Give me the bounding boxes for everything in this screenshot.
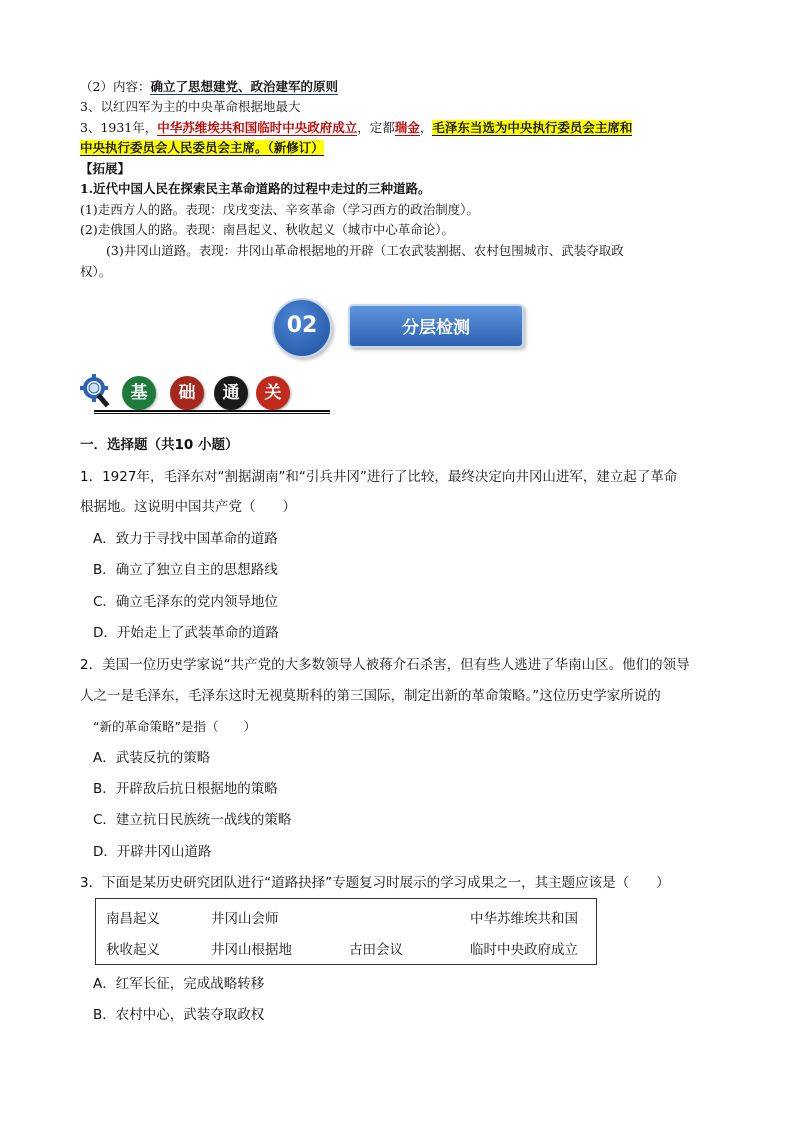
question-1-line-2: 根据地。这说明中国共产党（ ） [80,499,296,515]
item3b-red-text: 中华苏维埃共和国临时中央政府成立 [157,120,358,135]
content-item-3b-cont [80,140,324,156]
extend-title: 1.近代中国人民在探索民主革命道路的过程中走过的三种道路。 [80,181,431,196]
content-item-3a: 3、以红四军为主的中央革命根据地最大 [80,99,301,114]
extend-label: 【拓展】 [80,161,131,176]
question-2-option-a[interactable]: A．武装反抗的策略 [93,750,211,766]
item2-value: 确立了思想建党、政治建军的原则 [150,79,338,94]
path-2: (2)走俄国人的路。表现：南昌起义、秋收起义（城市中心革命论）。 [80,222,454,237]
question-2-option-d[interactable]: D．开辟井冈山道路 [93,844,212,860]
question-2-line-3: “新的革命策略”是指（ ） [93,719,256,734]
item3b-highlight-1: 毛泽东当选为中央执行委员会主席和 [432,120,633,135]
gear-magnifier-icon [80,374,116,410]
question-2-line-2: 人之一是毛泽东，毛泽东这时无视莫斯科的第三国际，制定出新的革命策略。”这位历史学家所说的 [80,688,661,704]
question-3-line-1: 3．下面是某历史研究团队进行“道路抉择”专题复习时展示的学习成果之一，其主题应该是（ ） [80,875,670,891]
question-1-line-1: 1．1927年，毛泽东对“割据湖南”和“引兵井冈”进行了比较，最终决定向井冈山进军，建立起了革命 [80,469,678,485]
badge-underline [94,410,330,412]
table-cell-r1c4: 中华苏维埃共和国 [470,911,578,927]
section-banner [272,298,524,356]
path-1: (1)走西方人的路。表现：戊戌变法、辛亥革命（学习西方的政治制度）。 [80,202,479,217]
badge-underline-thin [94,413,330,414]
table-cell-r1c2: 井冈山会师 [211,911,279,927]
question-1-option-a[interactable]: A．致力于寻找中国革命的道路 [93,531,278,547]
section-title: 一．选择题（共10 小题） [80,437,239,453]
level-badge [80,372,332,416]
question-3-option-a[interactable]: A．红军长征，完成战略转移 [93,976,265,992]
path-3-cont: 权）。 [80,264,112,279]
item2-prefix: （2）内容： [80,79,151,94]
banner-number: 02 [286,313,318,338]
item3b-capital: 瑞金 [394,120,420,135]
badge-char-4: 关 [256,376,290,410]
item3b-comma: ， [419,120,433,135]
content-item-2 [80,79,338,95]
table-cell-r2c2: 井冈山根据地 [211,942,292,958]
question-3-table [95,898,597,965]
badge-char-3: 通 [214,376,248,410]
question-1-option-b[interactable]: B．确立了独立自主的思想路线 [93,562,278,578]
question-2-option-b[interactable]: B．开辟敌后抗日根据地的策略 [93,781,278,797]
question-1-option-c[interactable]: C．确立毛泽东的党内领导地位 [93,594,278,610]
table-cell-r1c1: 南昌起义 [106,911,160,927]
badge-char-2: 础 [170,376,204,410]
question-1-option-d[interactable]: D．开始走上了武装革命的道路 [93,625,279,641]
question-2-line-1: 2．美国一位历史学家说“共产党的大多数领导人被蒋介石杀害，但有些人逃进了华南山区。他们的领导 [80,657,690,673]
path-3: (3)井冈山道路。表现：井冈山革命根据地的开辟（工农武装割据、农村包围城市、武装夺取政 [106,243,624,258]
item3b-prefix: 3、1931年， [80,120,158,135]
question-2-option-c[interactable]: C．建立抗日民族统一战线的策略 [93,812,292,828]
content-item-3b [80,120,632,136]
question-3-option-b[interactable]: B．农村中心，武装夺取政权 [93,1007,265,1023]
banner-title: 分层检测 [402,318,470,338]
item3b-mid: ，定都 [357,120,395,135]
table-cell-r2c3: 古田会议 [349,942,403,958]
table-cell-r2c4: 临时中央政府成立 [470,942,578,958]
badge-char-1: 基 [122,376,156,410]
table-cell-r2c1: 秋收起义 [106,942,160,958]
item3b-highlight-2: 中央执行委员会人民委员会主席。（新修订） [80,140,324,155]
